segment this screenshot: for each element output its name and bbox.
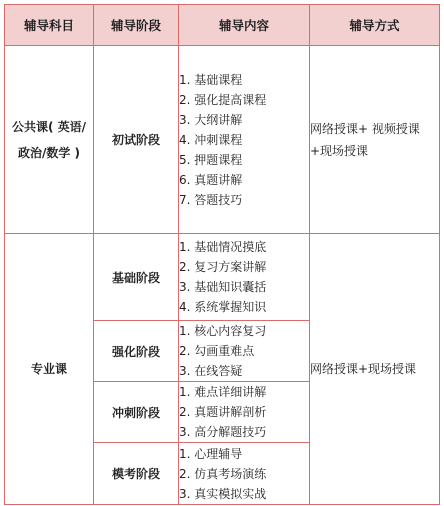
header-method: 辅导方式 [310,5,440,46]
list-item: 1. 基础课程 [179,72,243,87]
list-item: 2. 仿真考场演练 [179,466,267,481]
professional-basic-item-list [179,237,309,317]
list-item: 4. 冲刺课程 [179,132,243,147]
tutoring-schedule-table [4,4,440,505]
professional-stage-mock-content [179,443,310,505]
professional-course-method: 网络授课+现场授课 [310,234,440,505]
professional-sprint-item-list [179,382,309,442]
public-course-item-list [179,70,309,210]
list-item: 1. 难点详细讲解 [179,385,267,399]
professional-stage-intensive-content [179,321,310,382]
header-subject: 辅导科目 [5,5,94,46]
public-course-subject-line1: 公共课( 英语/ [11,119,87,134]
list-item: 7. 答题技巧 [179,192,243,207]
public-course-row [5,46,440,234]
list-item: 2. 真题讲解剖析 [179,405,267,419]
professional-stage-basic: 基础阶段 [94,234,179,321]
professional-mock-item-list [179,444,309,504]
list-item: 4. 系统掌握知识 [179,300,267,314]
header-stage: 辅导阶段 [94,5,179,46]
public-course-subject [5,46,94,234]
list-item: 1. 心理辅导 [179,446,243,461]
professional-stage-mock: 模考阶段 [94,443,179,505]
list-item: 3. 基础知识囊括 [179,280,267,294]
list-item: 3. 真实模拟实战 [179,486,267,501]
list-item: 5. 押题课程 [179,152,243,167]
professional-stage-intensive: 强化阶段 [94,321,179,382]
public-course-stage: 初试阶段 [94,46,179,234]
professional-stage-basic-content [179,234,310,321]
professional-course-subject: 专业课 [5,234,94,505]
public-course-method-line2: +现场授课 [310,143,369,158]
public-course-method-line1: 网络授课+ 视频授课 [310,121,420,136]
professional-stage-sprint: 冲刺阶段 [94,382,179,443]
public-course-method [310,46,440,234]
header-row [5,5,440,46]
list-item: 2. 复习方案讲解 [179,260,267,274]
professional-stage-sprint-content [179,382,310,443]
list-item: 1. 核心内容复习 [179,324,267,338]
public-course-content [179,46,310,234]
list-item: 1. 基础情况摸底 [179,240,267,254]
header-content: 辅导内容 [179,5,310,46]
list-item: 3. 在线答疑 [179,364,243,378]
professional-basic-row [5,234,440,321]
list-item: 6. 真题讲解 [179,172,243,187]
list-item: 3. 大纲讲解 [179,112,243,127]
list-item: 2. 勾画重难点 [179,344,255,358]
professional-intensive-item-list [179,321,309,381]
list-item: 2. 强化提高课程 [179,92,267,107]
list-item: 3. 高分解题技巧 [179,425,267,439]
public-course-subject-line2: 政治/数学 ) [17,145,81,160]
